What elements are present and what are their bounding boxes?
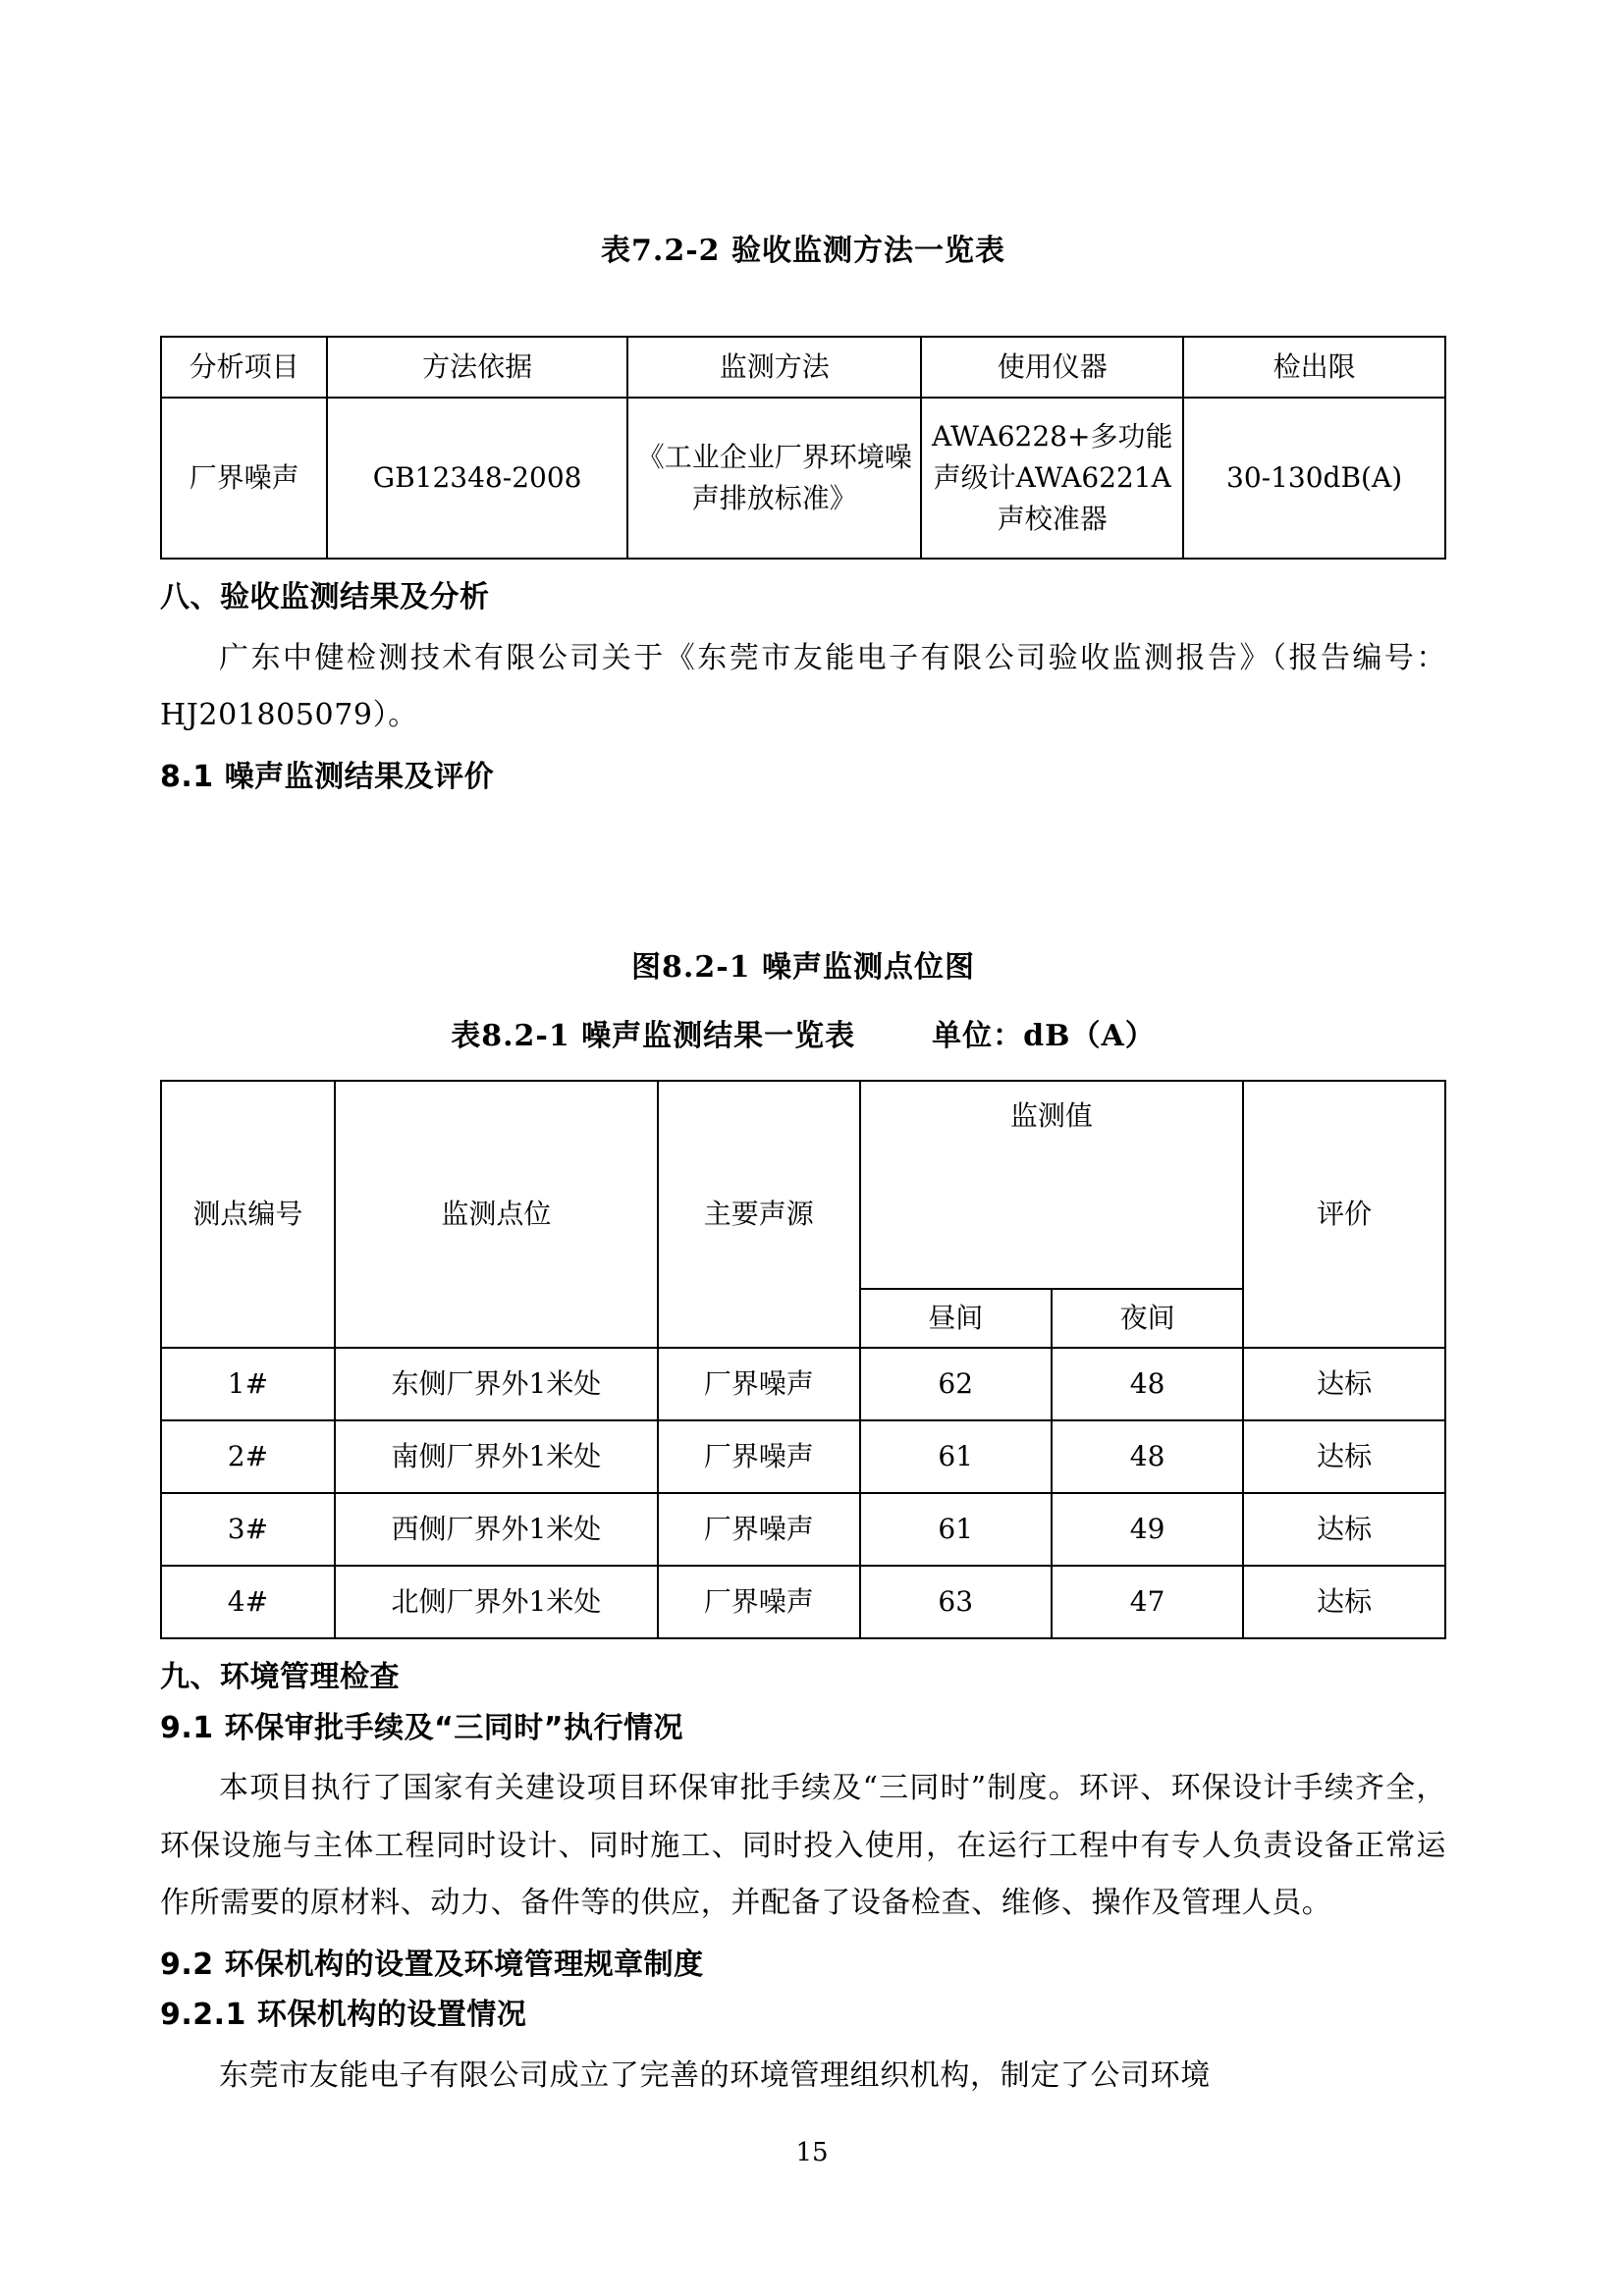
cell-day: 62 (860, 1348, 1052, 1420)
cell-analysis-item: 厂界噪声 (161, 398, 327, 559)
cell-instrument: AWA6228+多功能声级计AWA6221A声校准器 (921, 398, 1183, 559)
cell-main-source: 厂界噪声 (658, 1420, 860, 1493)
table-row (161, 398, 1445, 559)
header-instrument: 使用仪器 (921, 337, 1183, 398)
subsection-heading-9-1: 9.1 环保审批手续及“三同时”执行情况 (160, 1710, 684, 1745)
header-day: 昼间 (860, 1289, 1052, 1348)
table-noise-results (160, 1080, 1446, 1639)
table-row-header-top (161, 1081, 1445, 1289)
table-noise-caption-row (160, 1011, 1446, 1054)
table-row-header (161, 337, 1445, 398)
table-row (161, 1493, 1445, 1566)
cell-evaluation: 达标 (1243, 1348, 1445, 1420)
section-heading-9: 九、环境管理检查 (160, 1660, 400, 1694)
cell-evaluation: 达标 (1243, 1420, 1445, 1493)
cell-point-location: 南侧厂界外1米处 (335, 1420, 658, 1493)
cell-night: 47 (1052, 1566, 1243, 1638)
table-row (161, 1420, 1445, 1493)
header-monitor-method: 监测方法 (627, 337, 921, 398)
subsection-heading-9-2: 9.2 环保机构的设置及环境管理规章制度 (160, 1947, 704, 1982)
cell-main-source: 厂界噪声 (658, 1493, 860, 1566)
section-heading-8: 八、验收监测结果及分析 (160, 580, 490, 614)
header-point-no: 测点编号 (161, 1081, 335, 1348)
subsection-heading-8-1: 8.1 噪声监测结果及评价 (160, 759, 495, 794)
table-verification-methods (160, 336, 1446, 560)
table-noise-unit: 单位：dB（A） (932, 1019, 1156, 1053)
table-row (161, 1566, 1445, 1638)
cell-point-location: 东侧厂界外1米处 (335, 1348, 658, 1420)
paragraph-section-8: 广东中健检测技术有限公司关于《东莞市友能电子有限公司验收监测报告》（报告编号：HJ201805079）。 (160, 640, 1446, 732)
header-detection-limit: 检出限 (1183, 337, 1445, 398)
table-noise-caption: 表8.2-1 噪声监测结果一览表 (451, 1019, 856, 1053)
paragraph-section-9-2-1: 东莞市友能电子有限公司成立了完善的环境管理组织机构，制定了公司环境 (219, 2057, 1211, 2093)
cell-point-no: 2# (161, 1420, 335, 1493)
cell-night: 48 (1052, 1420, 1243, 1493)
cell-day: 61 (860, 1420, 1052, 1493)
figure-caption-8-2-1: 图8.2-1 噪声监测点位图 (631, 950, 975, 985)
cell-main-source: 厂界噪声 (658, 1348, 860, 1420)
paragraph-section-9-1: 本项目执行了国家有关建设项目环保审批手续及“三同时”制度。环评、环保设计手续齐全，环保设施与主体工程同时设计、同时施工、同时投入使用，在运行工程中有专人负责设备正常运作所需要的原材料、动力、备件等的供应，并配备了设备检查、维修、操作及管理人员。 (160, 1771, 1446, 1920)
header-point-location: 监测点位 (335, 1081, 658, 1348)
header-measured-value: 监测值 (860, 1081, 1244, 1289)
header-method-basis: 方法依据 (327, 337, 627, 398)
cell-evaluation: 达标 (1243, 1566, 1445, 1638)
cell-night: 48 (1052, 1348, 1243, 1420)
subsection-heading-9-2-1: 9.2.1 环保机构的设置情况 (160, 1998, 527, 2032)
cell-detection-limit: 30-130dB(A) (1183, 398, 1445, 559)
cell-point-location: 西侧厂界外1米处 (335, 1493, 658, 1566)
header-night: 夜间 (1052, 1289, 1243, 1348)
cell-method-basis: GB12348-2008 (327, 398, 627, 559)
table-row (161, 1348, 1445, 1420)
table-method-caption: 表7.2-2 验收监测方法一览表 (601, 234, 1005, 268)
cell-main-source: 厂界噪声 (658, 1566, 860, 1638)
page-number: 15 (795, 2138, 829, 2167)
header-evaluation: 评价 (1243, 1081, 1445, 1348)
page-content (160, 0, 1446, 2105)
cell-monitor-method: 《工业企业厂界环境噪声排放标准》 (627, 398, 921, 559)
header-main-source: 主要声源 (658, 1081, 860, 1348)
header-analysis-item: 分析项目 (161, 337, 327, 398)
cell-point-no: 4# (161, 1566, 335, 1638)
cell-point-no: 3# (161, 1493, 335, 1566)
cell-day: 63 (860, 1566, 1052, 1638)
cell-point-no: 1# (161, 1348, 335, 1420)
cell-day: 61 (860, 1493, 1052, 1566)
cell-point-location: 北侧厂界外1米处 (335, 1566, 658, 1638)
cell-night: 49 (1052, 1493, 1243, 1566)
cell-evaluation: 达标 (1243, 1493, 1445, 1566)
